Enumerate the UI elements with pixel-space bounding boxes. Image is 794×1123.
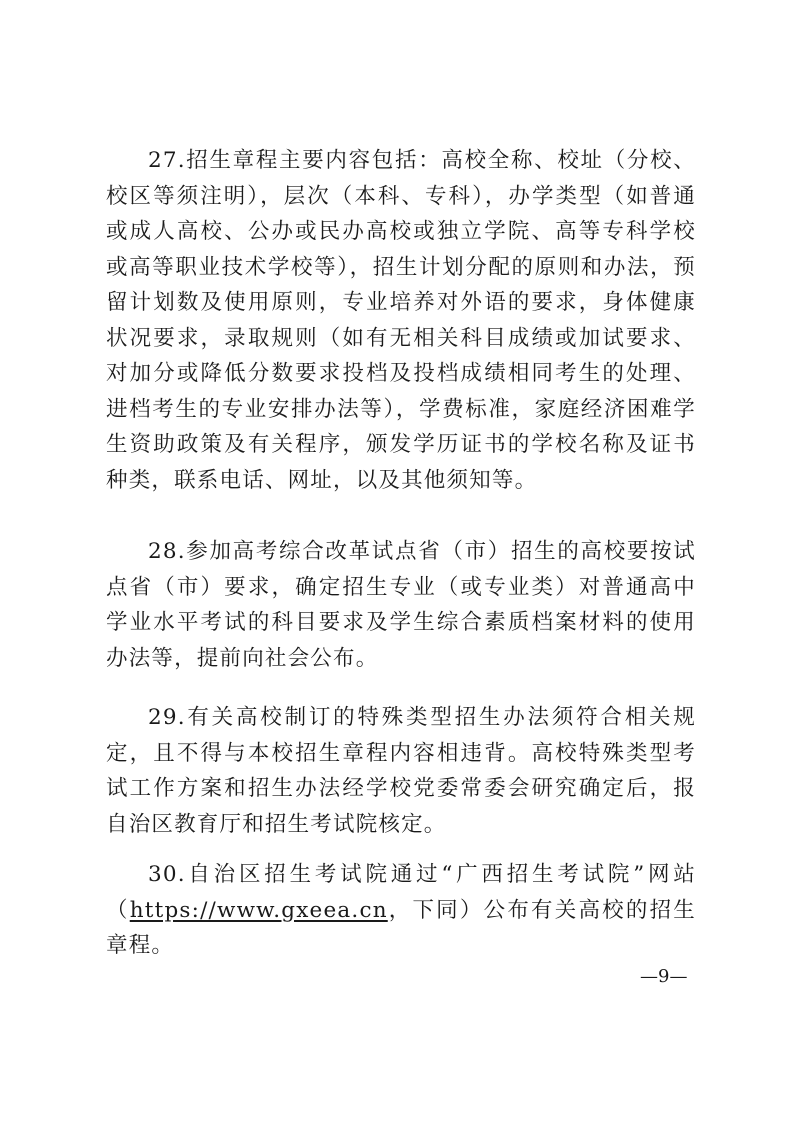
paragraph-30-text-after: ，下同）公布有关高校的招生章程。 (106, 897, 696, 958)
paragraph-29: 29.有关高校制订的特殊类型招生办法须符合相关规定，且不得与本校招生章程内容相违背。高校特殊类型考试工作方案和招生办法经学校党委常委会研究确定后，报自治区教育厅和招生考试院核定。 (106, 705, 696, 837)
website-link[interactable]: https://www.gxeea.cn (129, 897, 388, 923)
page-number: —9— (640, 966, 688, 987)
paragraph-30 (106, 857, 696, 964)
paragraph-30-text-before: 30.自治区招生考试院通过“广西招生考试院”网站（ (106, 862, 696, 923)
paragraph-27: 27.招生章程主要内容包括：高校全称、校址（分校、校区等须注明），层次（本科、专科），办学类型（如普通或成人高校、公办或民办高校或独立学院、高等专科学校或高等职业技术学校等），招生计划分配的原则和办法，预留计划数及使用原则，专业培养对外语的要求，身体健康状况要求，录取规则（如有无相关科目成绩或加试要求、对加分或降低分数要求投档及投档成绩相同考生的处理、进档考生的专业安排办法等），学费标准，家庭经济困难学生资助政策及有关程序，颁发学历证书的学校名称及证书种类，联系电话、网址，以及其他须知等。 (106, 148, 696, 493)
paragraph-28: 28.参加高考综合改革试点省（市）招生的高校要按试点省（市）要求，确定招生专业（或专业类）对普通高中学业水平考试的科目要求及学生综合素质档案材料的使用办法等，提前向社会公布。 (106, 539, 696, 671)
